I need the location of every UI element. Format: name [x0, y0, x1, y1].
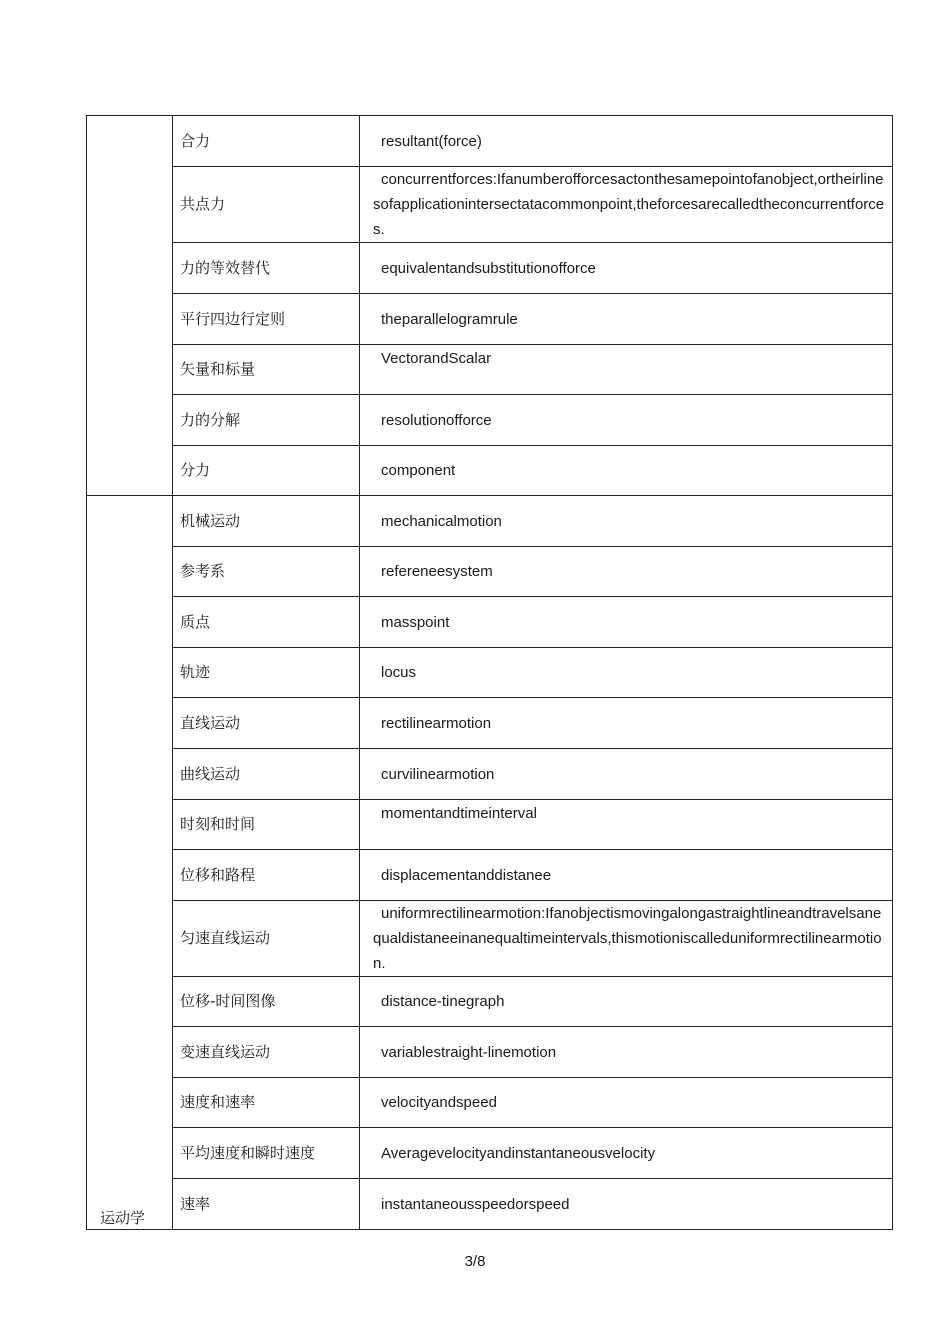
- definition-cell: [360, 1027, 893, 1078]
- definition-text: instantaneousspeedorspeed: [381, 1195, 570, 1213]
- definition-text: velocityandspeed: [381, 1094, 497, 1111]
- definition-cell: [360, 977, 893, 1027]
- term-cell: 变速直线运动: [173, 1027, 360, 1078]
- table-row: [87, 345, 893, 395]
- term-cell: 轨迹: [173, 648, 360, 698]
- definition-cell: [360, 1128, 893, 1179]
- table-row: [87, 294, 893, 345]
- definition-cell: [360, 243, 893, 294]
- definition-cell: [360, 496, 893, 547]
- definition-text: Averagevelocityandinstantaneousvelocity: [381, 1144, 656, 1162]
- definition-cell: [360, 749, 893, 800]
- definition-cell: [360, 395, 893, 446]
- term-cell: 速度和速率: [173, 1078, 360, 1128]
- definition-cell: [360, 167, 893, 243]
- page-number: 3/8: [464, 1253, 486, 1270]
- table-row: [87, 167, 893, 243]
- section-label: 运动学: [100, 1209, 146, 1227]
- term-cell: 合力: [173, 116, 360, 167]
- definition-text: locus: [381, 664, 417, 681]
- definition-cell: [360, 648, 893, 698]
- term-cell: 力的分解: [173, 395, 360, 446]
- term-cell: 位移-时间图像: [173, 977, 360, 1027]
- table-row: [87, 1128, 893, 1179]
- term-cell: 参考系: [173, 547, 360, 597]
- definition-cell: [360, 547, 893, 597]
- definition-text: refereneesystem: [381, 563, 493, 580]
- definition-text: equivalentandsubstitutionofforce: [381, 259, 596, 277]
- definition-cell: [360, 698, 893, 749]
- term-cell: 质点: [173, 597, 360, 648]
- table-row: [87, 446, 893, 496]
- term-cell: 速率: [173, 1179, 360, 1230]
- table-row: [87, 1179, 893, 1230]
- definition-text: uniformrectilinearmotion:Ifanobjectismovingalongastraightlineandtravelsanequaldistaneeinanequaltimeintervals,thismotioniscalleduniformrectilinearmotion.: [373, 905, 882, 972]
- definition-text: concurrentforces:Ifanumberofforcesactonthesamepointofanobject,ortheirlinesofapplicationintersectatacommonpoint,theforcesarecalledtheconcurrentforces.: [373, 171, 885, 238]
- definition-cell: [360, 294, 893, 345]
- table-row: [87, 597, 893, 648]
- table-row: [87, 698, 893, 749]
- table-row: [87, 547, 893, 597]
- table-row: [87, 116, 893, 167]
- definition-text: variablestraight-linemotion: [381, 1043, 557, 1061]
- definition-text: masspoint: [381, 613, 450, 631]
- table-row: [87, 901, 893, 977]
- table-row: [87, 243, 893, 294]
- definition-text: VectorandScalar: [381, 350, 492, 367]
- table-row: [87, 1078, 893, 1128]
- table-row: [87, 749, 893, 800]
- table-row: [87, 800, 893, 850]
- section-cell: [87, 496, 173, 1230]
- term-cell: 共点力: [173, 167, 360, 243]
- term-cell: 机械运动: [173, 496, 360, 547]
- term-cell: 曲线运动: [173, 749, 360, 800]
- definition-cell: [360, 1078, 893, 1128]
- definition-text: curvilinearmotion: [381, 765, 495, 783]
- definition-text: distance-tinegraph: [381, 993, 505, 1010]
- table-row: [87, 496, 893, 547]
- table-row: [87, 395, 893, 446]
- definition-text: rectilinearmotion: [381, 714, 492, 732]
- definition-cell: [360, 800, 893, 850]
- section-cell: [87, 116, 173, 496]
- definition-text: resultant(force): [381, 132, 482, 150]
- definition-cell: [360, 850, 893, 901]
- definition-cell: [360, 116, 893, 167]
- table-row: [87, 850, 893, 901]
- term-cell: 时刻和时间: [173, 800, 360, 850]
- term-cell: 直线运动: [173, 698, 360, 749]
- definition-text: mechanicalmotion: [381, 512, 502, 530]
- term-cell: 矢量和标量: [173, 345, 360, 395]
- term-cell: 位移和路程: [173, 850, 360, 901]
- definition-text: resolutionofforce: [381, 411, 492, 429]
- term-cell: 匀速直线运动: [173, 901, 360, 977]
- table-row: [87, 977, 893, 1027]
- definition-cell: [360, 901, 893, 977]
- definition-cell: [360, 1179, 893, 1230]
- definition-cell: [360, 597, 893, 648]
- term-cell: 平行四边行定则: [173, 294, 360, 345]
- term-cell: 力的等效替代: [173, 243, 360, 294]
- definition-text: displacementanddistanee: [381, 866, 552, 884]
- glossary-table: [86, 115, 893, 1230]
- term-cell: 分力: [173, 446, 360, 496]
- term-cell: 平均速度和瞬时速度: [173, 1128, 360, 1179]
- definition-text: momentandtimeinterval: [381, 805, 537, 822]
- table-row: [87, 648, 893, 698]
- definition-cell: [360, 446, 893, 496]
- definition-text: component: [381, 462, 456, 479]
- definition-text: theparallelogramrule: [381, 310, 518, 328]
- glossary-table-body: [87, 116, 893, 1230]
- definition-cell: [360, 345, 893, 395]
- table-row: [87, 1027, 893, 1078]
